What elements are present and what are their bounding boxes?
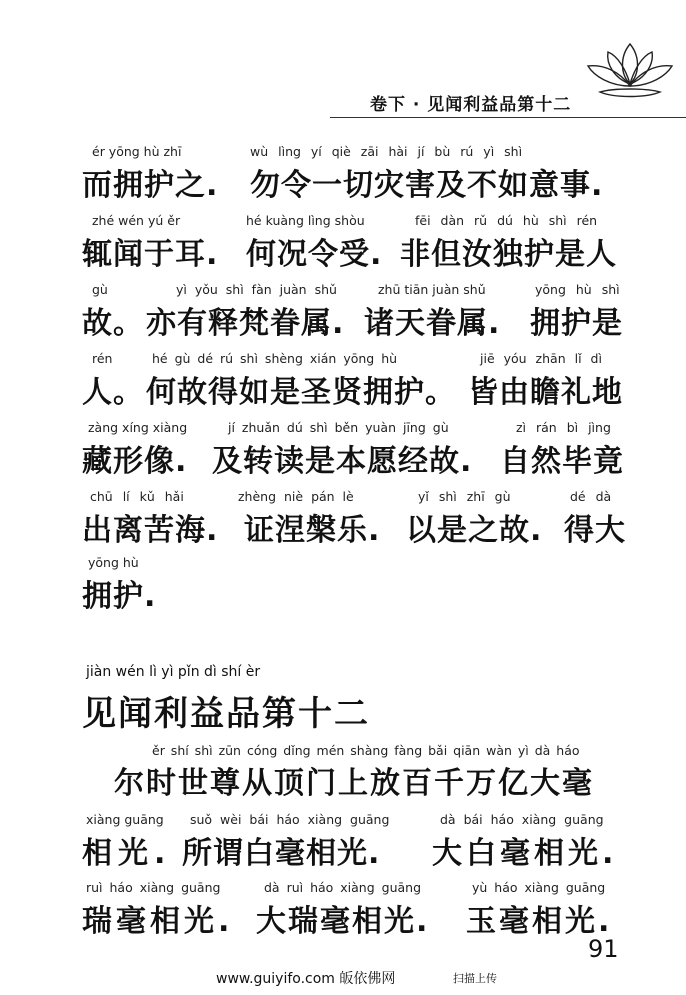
- pinyin: ěr shí shì zūn cóng dǐng mén shàng fàng bǎi qiān wàn yì dà háo: [152, 743, 580, 758]
- header-rule: [330, 117, 686, 118]
- pinyin: yōng hù: [88, 555, 139, 570]
- text-segment: 所谓白毫相光.: [182, 836, 381, 871]
- lotus-icon: [580, 36, 680, 106]
- pinyin: jí zhuǎn dú shì běn yuàn jīng gù: [228, 420, 449, 435]
- pinyin: wù lìng yí qiè zāi hài jí bù rú yì shì: [250, 144, 523, 159]
- page-number: 91: [588, 935, 619, 963]
- text-segment: 辄闻于耳.: [82, 237, 219, 272]
- text-segment: 皆由瞻礼地: [468, 375, 623, 410]
- text-segment: 相光.: [82, 836, 172, 871]
- text-segment: 亦有释梵眷属.: [146, 306, 345, 341]
- text-segment: 得大: [564, 513, 626, 548]
- pinyin: zhé wén yú ěr: [92, 213, 181, 228]
- text-segment: 瑞毫相光.: [82, 904, 234, 939]
- pinyin: ér yōng hù zhī: [92, 144, 182, 159]
- pinyin: chū lí kǔ hǎi: [90, 489, 184, 504]
- chapter-pinyin: jiàn wén lì yì pǐn dì shí èr: [86, 664, 261, 680]
- text-segment: 拥护.: [82, 579, 157, 614]
- pinyin: xiàng guāng: [86, 812, 164, 827]
- text-segment: 尔时世尊从顶门上放百千万亿大毫: [114, 766, 594, 801]
- pinyin: zhèng niè pán lè: [238, 489, 354, 504]
- text-segment: 非但汝独护是人: [400, 237, 617, 272]
- text-segment: 大瑞毫相光.: [256, 904, 430, 939]
- text-segment: 何故得如是圣贤拥护。: [146, 375, 456, 410]
- pinyin: rén: [92, 351, 113, 366]
- pinyin: yù háo xiàng guāng: [472, 880, 606, 895]
- pinyin: jiē yóu zhān lǐ dì: [480, 351, 602, 366]
- pinyin: fēi dàn rǔ dú hù shì rén: [415, 213, 598, 228]
- text-segment: 何况令受.: [246, 237, 383, 272]
- footer-site: www.guiyifo.com 皈依佛网: [216, 971, 396, 987]
- pinyin: dà bái háo xiàng guāng: [440, 812, 604, 827]
- pinyin: hé gù dé rú shì shèng xián yōng hù: [152, 351, 398, 366]
- pinyin: yì yǒu shì fàn juàn shǔ: [176, 282, 337, 297]
- text-segment: 证涅槃乐.: [244, 513, 381, 548]
- pinyin: yǐ shì zhī gù: [418, 489, 511, 504]
- running-header-title: 卷下 · 见闻利益品第十二: [370, 95, 572, 115]
- text-segment: 出离苦海.: [82, 513, 219, 548]
- text-segment: 及转读是本愿经故.: [212, 444, 473, 479]
- footer-note: 扫描上传: [453, 972, 497, 985]
- text-segment: 藏形像.: [82, 444, 188, 479]
- pinyin: hé kuàng lìng shòu: [246, 213, 365, 228]
- pinyin: dé dà: [570, 489, 612, 504]
- pinyin: gù: [92, 282, 108, 297]
- pinyin: suǒ wèi bái háo xiàng guāng: [190, 812, 390, 827]
- text-segment: 人。: [82, 375, 144, 410]
- text-segment: 玉毫相光.: [466, 904, 613, 939]
- text-segment: 以是之故.: [406, 513, 543, 548]
- text-segment: 而拥护之.: [82, 168, 219, 203]
- text-segment: 诸天眷属.: [364, 306, 501, 341]
- text-segment: 勿令一切灾害及不如意事.: [250, 168, 604, 203]
- pinyin: ruì háo xiàng guāng: [86, 880, 221, 895]
- pinyin: zhū tiān juàn shǔ: [378, 282, 486, 297]
- pinyin: zàng xíng xiàng: [88, 420, 188, 435]
- chapter-title: 见闻利益品第十二: [82, 694, 370, 734]
- pinyin: zì rán bì jìng: [516, 420, 611, 435]
- text-segment: 自然毕竟: [500, 444, 624, 479]
- text-segment: 拥护是: [530, 306, 623, 341]
- pinyin: yōng hù shì: [535, 282, 620, 297]
- text-segment: 大白毫相光.: [432, 836, 618, 871]
- text-segment: 故。: [82, 306, 144, 341]
- pinyin: dà ruì háo xiàng guāng: [264, 880, 422, 895]
